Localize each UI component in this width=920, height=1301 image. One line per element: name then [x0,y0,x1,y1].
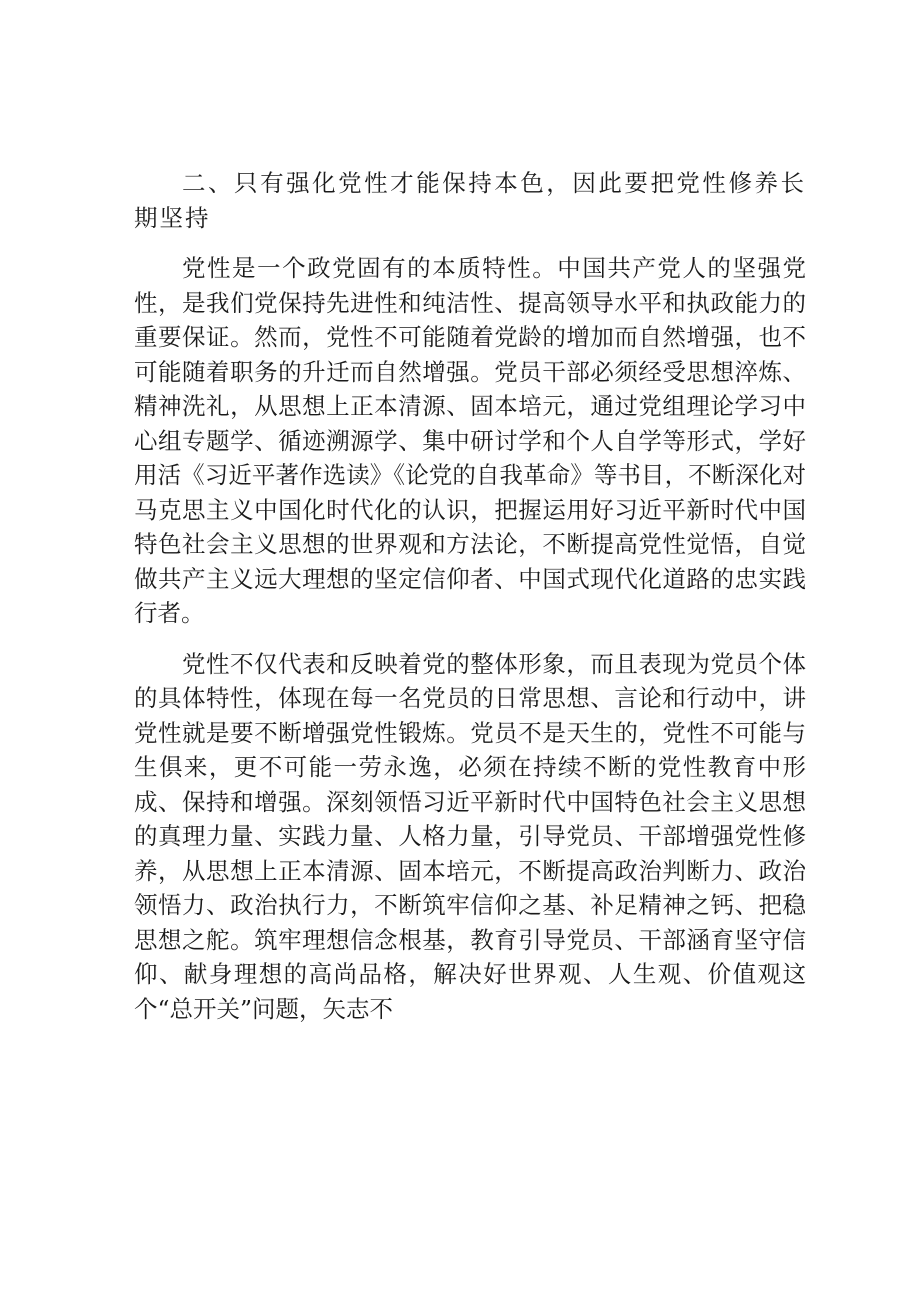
paragraph-2: 党性不仅代表和反映着党的整体形象，而且表现为党员个体的具体特性，体现在每一名党员的日常思想、言论和行动中，讲党性就是要不断增强党性锻炼。党员不是天生的，党性不可能与生俱来，更不可能一劳永逸，必须在持续不断的党性教育中形成、保持和增强。深刻领悟习近平新时代中国特色社会主义思想的真理力量、实践力量、人格力量，引导党员、干部增强党性修养，从思想上正本清源、固本培元，不断提高政治判断力、政治领悟力、政治执行力，不断筑牢信仰之基、补足精神之钙、把稳思想之舵。筑牢理想信念根基，教育引导党员、干部涵育坚守信仰、献身理想的高尚品格，解决好世界观、人生观、价值观这个“总开关”问题，矢志不 [134,649,806,1023]
section-heading: 二、只有强化党性才能保持本色，因此要把党性修养长期坚持 [134,169,806,232]
document-body [134,166,806,1042]
paragraph-1: 党性是一个政党固有的本质特性。中国共产党人的坚强党性，是我们党保持先进性和纯洁性、提高领导水平和执政能力的重要保证。然而，党性不可能随着党龄的增加而自然增强，也不可能随着职务的升迁而自然增强。党员干部必须经受思想淬炼、精神洗礼，从思想上正本清源、固本培元，通过党组理论学习中心组专题学、循迹溯源学、集中研讨学和个人自学等形式，学好用活《习近平著作选读》《论党的自我革命》等书目，不断深化对马克思主义中国化时代化的认识，把握运用好习近平新时代中国特色社会主义思想的世界观和方法论，不断提高党性觉悟，自觉做共产主义远大理想的坚定信仰者、中国式现代化道路的忠实践行者。 [134,254,806,627]
